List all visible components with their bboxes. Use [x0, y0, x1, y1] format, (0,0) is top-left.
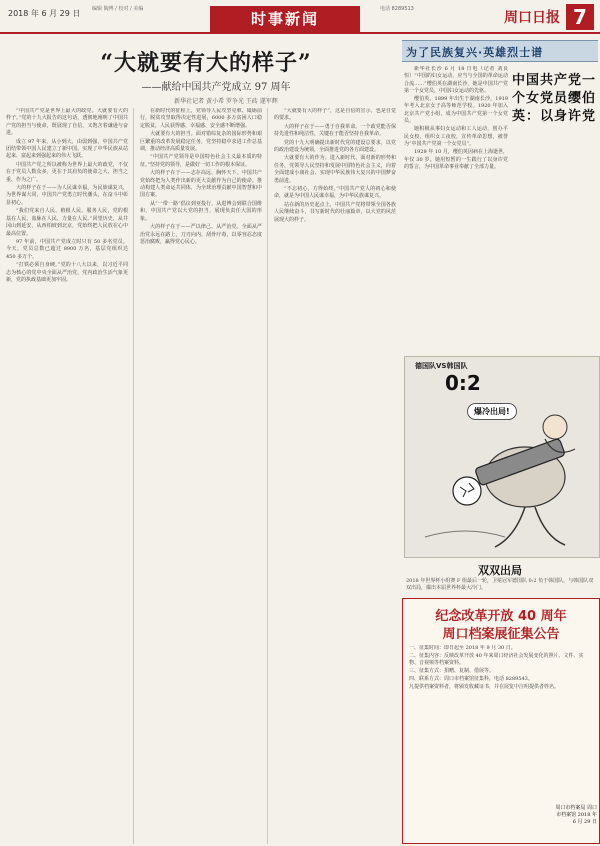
contact-phone: 电话 8289513 — [380, 6, 414, 12]
paragraph: “不忘初心，方得始终。”中国共产党人的初心和使命，就是为中国人民谋幸福，为中华民族谋复兴。 — [274, 186, 396, 200]
notice-body — [409, 645, 593, 801]
article-headline: “大就要有大的样子” — [100, 50, 312, 76]
notice-title-line-2: 周口档案展征集公告 — [442, 627, 560, 642]
paragraph: 大的样子在于——为人民谋幸福，为民族谋复兴，为世界谋大同，中国共产党勇立时代潮头，在奋斗中彰显初心。 — [6, 185, 128, 206]
cartoon-drawing — [405, 357, 599, 557]
notice-box — [402, 598, 600, 844]
paragraph: 大的样子在于——严以律己、从严治党。全面从严治党永远在路上，刀刃向内、刮骨疗毒，以零容忍态度惩治腐败，赢得党心民心。 — [140, 224, 262, 245]
cartoon-score-label: 德国队VS韩国队 — [415, 362, 468, 370]
paragraph: 中国共产党之所以被称为世界上最大的政党，不仅在于党员人数众多，更在于其肩负的使命之大、担当之重、作为之广。 — [6, 161, 128, 183]
paragraph: 大的样子在于——勇于自我革命。一个政党能否保持先进性和纯洁性，关键在于能否坚持自我革命。 — [274, 123, 396, 138]
paragraph: 二、征集内容：反映改革开放 40 年来周口经济社会发展变化的照片、文件、实物、音视频等档案资料。 — [409, 653, 584, 667]
section-title: 时事新闻 — [210, 6, 360, 32]
cartoon-speech-bubble: 爆冷出局! — [467, 403, 517, 420]
paragraph: 1929 年 10 月，缨伯英因病在上海逝世，年仅 30 岁。她用短暂的一生践行了以身许党的誓言，为中国革命事业奉献了全部力量。 — [404, 149, 508, 170]
feature-banner-title: 为了民族复兴·英雄烈士谱 — [406, 46, 544, 59]
article-columns — [6, 108, 398, 846]
feature-big-title: 中国共产党一个女党员缨伯英：以身许党 — [512, 73, 597, 124]
article-byline: 新华社记者 黄小希 罗争光 王砖 遂军辉 — [174, 98, 278, 105]
article-column-2 — [140, 108, 262, 844]
issue-date: 2018 年 6 月 29 日 — [8, 9, 81, 18]
paragraph: “大就要有大的样子”，这是自信的宣示，也是自觉的要求。 — [274, 108, 396, 122]
article-subhead: ——献给中国共产党成立 97 周年 — [141, 82, 291, 93]
paragraph: 四、联系方式：周口市档案馆征集科，电话 8289543。 — [409, 676, 533, 683]
cartoon-note: 2018 年世界杯小组赛 F 组最后一轮，卫冕冠军德国队 0:2 负于韩国队，与韩国队双双出局，爆出本届世界杯最大冷门。 — [406, 578, 594, 591]
column-divider — [267, 108, 268, 844]
paragraph: 凡提供档案资料者，将颁发收藏证书，并在展览中注明提供者姓名。 — [409, 684, 560, 691]
paragraph: 97 年前，中国共产党成立时只有 50 多名党员。今天，党员总数已超过 8900 万名，基层党组织达 450 多万个。 — [6, 238, 128, 260]
paragraph: 她积极从事妇女运动和工人运动，创办平民女校，组织女工夜校，宣传革命思想，被誉为“中国共产党第一个女党员”。 — [404, 126, 508, 147]
paper-logo: 周口日报 — [504, 10, 560, 26]
paragraph: 三、征集方式：捐赠、复制、借展等。 — [409, 668, 495, 675]
cartoon-score: 0:2 — [445, 371, 481, 395]
paragraph: “中国共产党领导是中国特色社会主义最本质的特征。”坚持党的领导，是做好一切工作的根本保证。 — [140, 154, 262, 168]
notice-title-line-1: 纪念改革开放 40 周年 — [435, 609, 567, 624]
paragraph: 新华社长沙 6 月 18 日电（记者 刘良恒）“中国的妇女运动，应当与全国的革命运动合流……”缨伯英在湖南长沙，她是中国共产党第一个女党员，中国妇女运动的先驱。 — [404, 66, 508, 94]
column-divider — [133, 108, 134, 844]
editor-credits: 编辑 陶博 / 校对 / 美编 — [92, 6, 144, 12]
paragraph: 站在新的历史起点上，中国共产党将带领全国各族人民继续奋斗，书写新时代的壮丽篇章，以大党的风范展现大的样子。 — [274, 201, 396, 223]
cartoon-illustration — [404, 356, 600, 558]
paragraph: “打铁必须自身硬。”党的十八大以来，以习近平同志为核心的党中央全面从严治党，党内政治生活气象更新，党的执政基础更加牢固。 — [6, 262, 128, 283]
page-header — [0, 0, 600, 34]
paragraph: 大的样子在于——志存高远、胸怀天下。中国共产党始终把为人类作出新的更大贡献作为自己的使命。推动构建人类命运共同体，为全球治理贡献中国智慧和中国方案。 — [140, 170, 262, 199]
feature-banner — [402, 40, 598, 62]
paragraph: 一、征集时间：即日起至 2018 年 9 月 30 日。 — [409, 645, 516, 651]
paragraph: 缨伯英，1899 年出生于湖南长沙，1919 年考入北京女子高等师范学校。1920 年加入北京共产党小组，成为中国共产党第一个女党员。 — [404, 96, 508, 125]
article-column-1 — [6, 108, 128, 844]
main-article — [6, 38, 398, 846]
paragraph: 在新时代的征程上，党领导人民攻坚克难、砥砺前行，脱贫攻坚取得决定性进展，6000 多万贫困人口稳定脱贫，人民获得感、幸福感、安全感不断增强。 — [140, 108, 262, 129]
paragraph: “中国共产党是世界上最大的政党。大就要有大的样子。”党的十九大报告的这句话，透彻地阐明了中国共产党的担当与使命，既展现了自信，又饱含着谦逊与奋进。 — [6, 108, 128, 137]
paragraph: 大就要有大的作为。进入新时代，面对新的形势和任务，党领导人民坚持和发展中国特色社会主义，向着全面建成小康社会、实现中华民族伟大复兴的中国梦奋勇前进。 — [274, 155, 396, 184]
paragraph: 大就要有大的担当。面对错综复杂的国际形势和艰巨繁重的改革发展稳定任务，党坚持稳中求进工作总基调，推动经济高质量发展。 — [140, 131, 262, 153]
page-number: 7 — [566, 4, 594, 30]
article-column-3 — [274, 108, 396, 844]
feature-body — [404, 66, 508, 350]
paragraph: 从“一带一路”倡议到亚投行，从进博会到联合国维和，中国共产党以大党的担当，展现负责任大国的形象。 — [140, 200, 262, 222]
cartoon-caption: 双双出局 — [478, 564, 522, 577]
paragraph: 党的十九大明确提出新时代党的建设总要求，以党的政治建设为统领，全面推进党的各方面建设。 — [274, 139, 396, 154]
notice-signature: 周口市档案局 周口市档案馆 2018 年 6 月 29 日 — [555, 805, 597, 825]
paragraph: “我们党来自人民、植根人民、服务人民，党的根基在人民、血脉在人民、力量在人民。”回望历史，从井冈山到延安，从西柏坡到北京，党始终把人民放在心中最高位置。 — [6, 208, 128, 237]
paragraph: 成立 97 年来，从小到大，由弱到强，中国共产党团结带领中国人民建立了新中国，实现了中华民族从站起来、富起来到强起来的伟大飞跃。 — [6, 138, 128, 160]
